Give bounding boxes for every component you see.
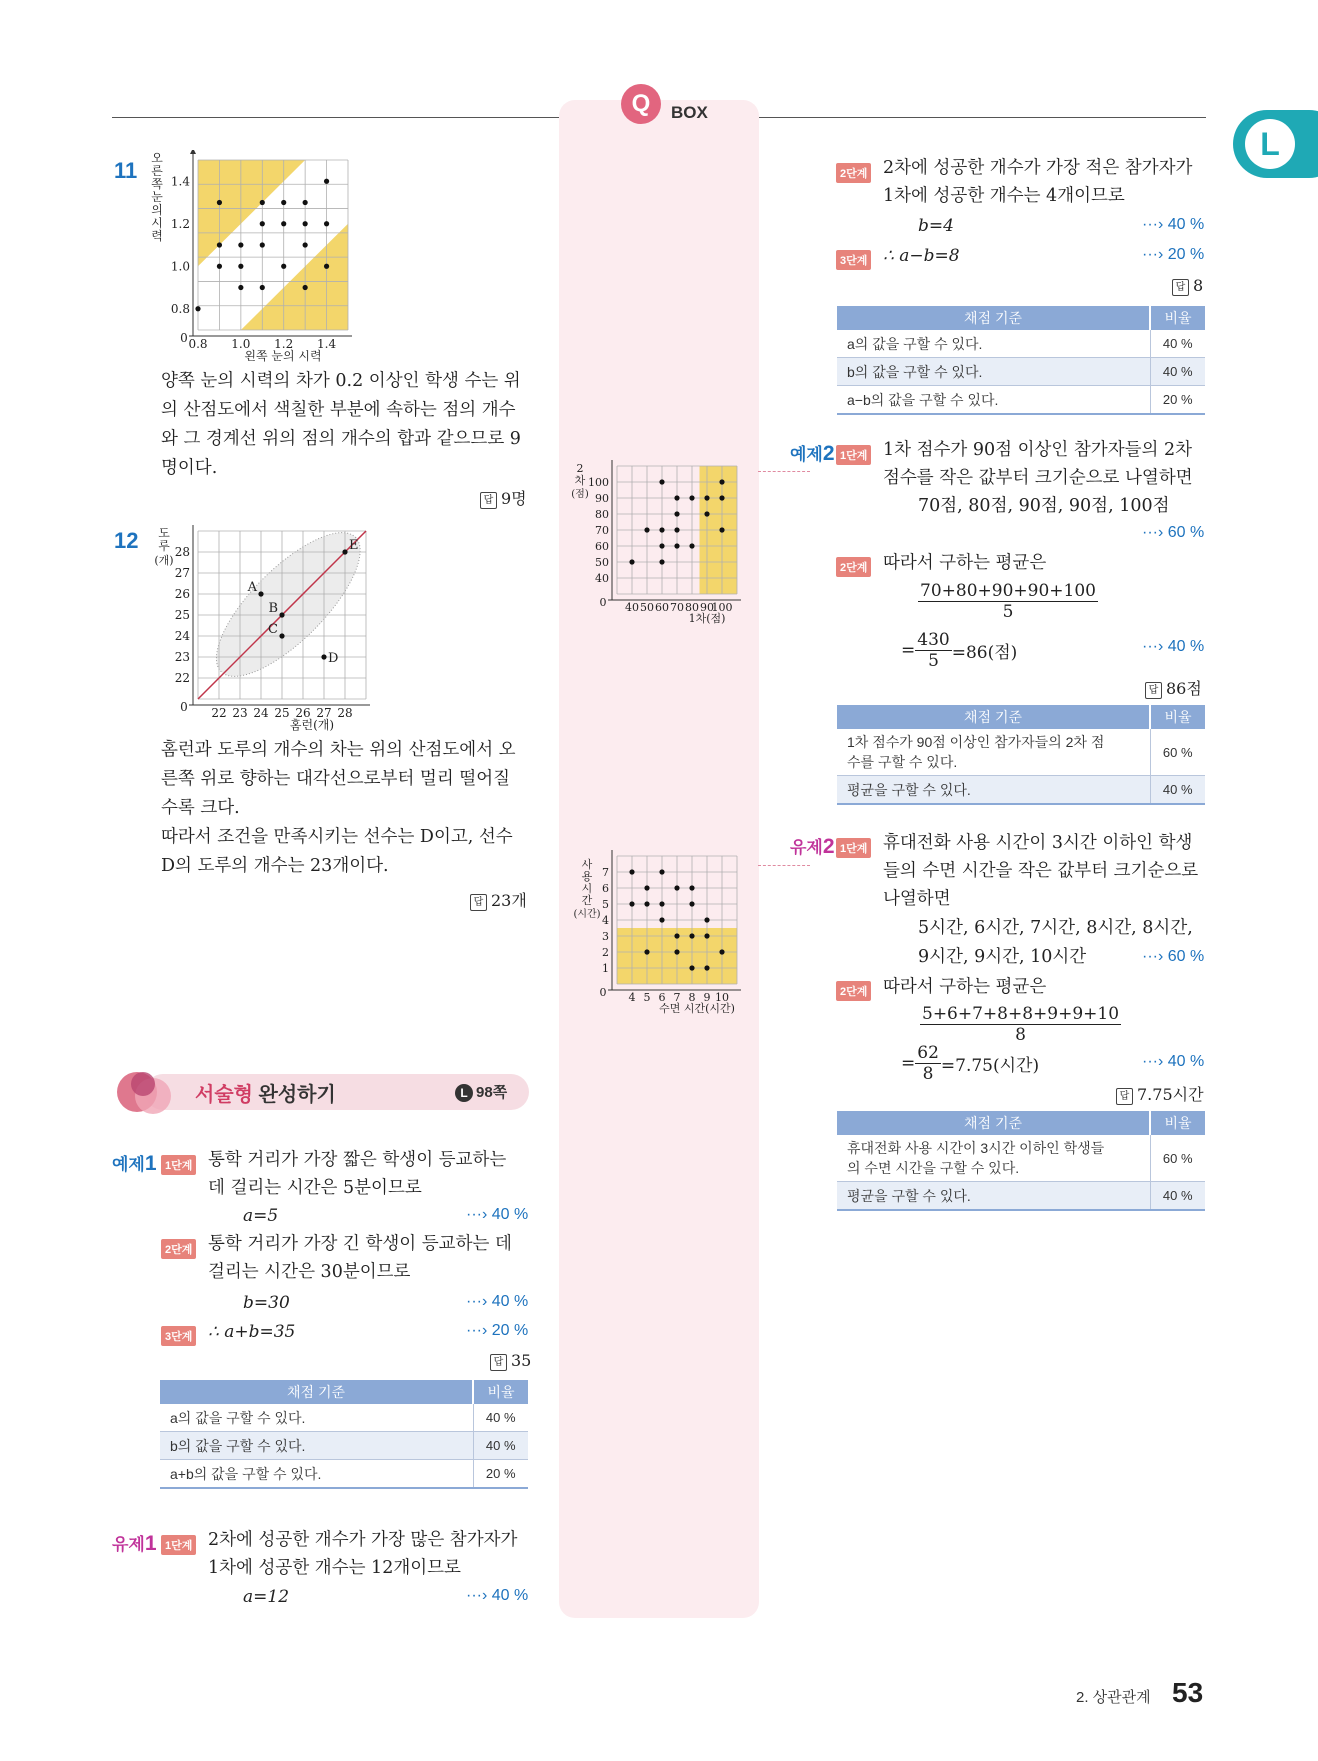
y-tick-label: 24: [174, 629, 190, 644]
y-axis-unit: (시간): [573, 909, 601, 920]
frac-denominator: 8: [922, 1064, 934, 1084]
data-point: [279, 633, 284, 638]
shaded-region: [241, 224, 348, 330]
data-point: [238, 285, 243, 290]
x-tick-label: 1.0: [231, 337, 251, 351]
x-tick-label: 0.8: [188, 337, 208, 351]
y-tick-label: 5: [602, 897, 609, 911]
x-axis-label: 홈런(개): [289, 718, 335, 732]
data-point: [279, 612, 284, 617]
x-tick-label: 27: [316, 706, 332, 720]
point-label: D: [328, 651, 339, 666]
ex2-answer-value: 86점: [1166, 679, 1202, 698]
p11-answer-value: 9명: [501, 489, 527, 508]
ex1-step2-text: 통학 거리가 가장 긴 학생이 등교하는 데 걸리는 시간은 30분이므로: [208, 1234, 512, 1282]
frac-denominator: 5: [928, 651, 939, 671]
y-axis-label-char: 사: [581, 858, 593, 871]
data-point: [674, 949, 679, 954]
origin-label: 0: [180, 331, 188, 345]
x-tick-label: 90: [700, 601, 714, 614]
table-header-ratio: 비율: [1150, 705, 1205, 729]
y-axis-label-char: 도: [158, 526, 170, 540]
data-point: [674, 511, 679, 516]
data-point: [217, 200, 222, 205]
yu1-step3-pct: ···› 20 %: [1142, 246, 1205, 263]
y-axis-label-char: 용: [581, 870, 593, 883]
data-point: [644, 527, 649, 532]
table-cell: 60 %: [1150, 729, 1205, 776]
yu1-step1-text: 2차에 성공한 개수가 가장 많은 참가자가 1차에 성공한 개수는 12개이므로: [208, 1530, 518, 1578]
data-point: [704, 917, 709, 922]
x-tick-label: 100: [711, 601, 733, 614]
y-axis-label-char: 의: [151, 203, 163, 217]
frac-numerator: 70+80+90+90+100: [920, 581, 1096, 601]
table-cell: a의 값을 구할 수 있다.: [837, 330, 1150, 358]
data-point: [260, 221, 265, 226]
data-point: [644, 885, 649, 890]
ex2-connector: [758, 471, 810, 472]
data-point: [238, 264, 243, 269]
ex1-step1-tag: 1단계: [161, 1154, 196, 1175]
origin-label: 0: [599, 596, 607, 609]
yu2-step1-pct: ···› 60 %: [1142, 948, 1205, 965]
table-cell: 1차 점수가 90점 이상인 참가자들의 2차 점 수를 구할 수 있다.: [837, 729, 1150, 776]
p12-answer: [470, 888, 527, 911]
data-point: [704, 965, 709, 970]
frac-numerator: 62: [917, 1043, 939, 1063]
data-point: [303, 242, 308, 247]
yu1-step2-pct: ···› 40 %: [1142, 216, 1205, 233]
section-ref: [455, 1081, 507, 1102]
yu2-grading-table: [837, 1111, 1205, 1211]
origin-label: 0: [599, 986, 607, 999]
problem-12-number: 12: [114, 528, 139, 553]
data-point: [719, 527, 724, 532]
data-point: [689, 933, 694, 938]
y-axis-label-char: 른: [151, 164, 163, 178]
y-tick-label: 2: [602, 945, 609, 959]
y-tick-label: 27: [174, 566, 190, 581]
data-point: [674, 933, 679, 938]
table-header-criteria: 채점 기준: [837, 705, 1150, 729]
data-point: [689, 885, 694, 890]
x-tick-label: 50: [640, 601, 654, 614]
data-point: [281, 221, 286, 226]
x-tick-label: 60: [655, 601, 669, 614]
qbox-label: BOX: [671, 103, 708, 122]
yu2-step1-list1: 5시간, 6시간, 7시간, 8시간, 8시간,: [918, 918, 1193, 938]
p11-explanation: 양쪽 눈의 시력의 차가 0.2 이상인 학생 수는 위 의 산점도에서 색칠한 부분에 속하는 점의 개수 와 그 경계선 위의 점의 개수의 합과 같으므로 9 명이다.: [161, 371, 521, 478]
data-point: [674, 527, 679, 532]
data-point: [629, 559, 634, 564]
table-cell: a의 값을 구할 수 있다.: [160, 1404, 473, 1432]
data-point: [321, 654, 326, 659]
footer-page-number: 53: [1172, 1677, 1204, 1708]
data-point: [324, 179, 329, 184]
x-tick-label: 26: [295, 706, 311, 720]
ref-l-icon: L: [455, 1084, 473, 1102]
y-axis-label-char: 간: [581, 894, 593, 907]
ex1-step3-pct: ···› 20 %: [466, 1322, 529, 1339]
x-tick-label: 1.4: [317, 337, 337, 351]
x-tick-label: 22: [211, 706, 227, 720]
frac-numerator: 430: [917, 630, 950, 650]
data-point: [281, 200, 286, 205]
ex2-scatter-chart: [565, 460, 755, 630]
data-point: [659, 527, 664, 532]
p12-scatter-chart: [150, 525, 380, 735]
table-cell: 휴대전화 사용 시간이 3시간 이하인 학생들 의 수면 시간을 구할 수 있다.: [837, 1135, 1150, 1182]
yu2-answer: [1116, 1082, 1204, 1105]
data-point: [704, 511, 709, 516]
y-tick-label: 60: [595, 539, 609, 553]
section-banner: [115, 1064, 529, 1120]
yu1-answer-value: 8: [1193, 276, 1204, 295]
ex2-grading-table: [837, 705, 1205, 805]
y-tick-label: 90: [595, 491, 609, 505]
answer-mark-icon: 답: [1145, 682, 1162, 699]
data-point: [659, 869, 664, 874]
table-cell: 40 %: [473, 1404, 528, 1432]
table-header-ratio: 비율: [1150, 1111, 1205, 1135]
x-tick-label: 9: [703, 991, 711, 1004]
x-tick-label: 8: [688, 991, 696, 1004]
yu1-step1-pct: ···› 40 %: [466, 1587, 529, 1604]
yu1-step3-eq: ∴ a−b=8: [883, 246, 960, 266]
yu2-step1-list2: 9시간, 9시간, 10시간: [918, 947, 1087, 967]
y-tick-label: 1.4: [170, 174, 190, 189]
y-axis-unit: (점): [571, 489, 589, 500]
y-tick-label: 100: [588, 475, 609, 489]
ex1-step3-eq: ∴ a+b=35: [208, 1322, 296, 1342]
y-tick-label: 3: [602, 929, 609, 943]
y-axis-label-char: 시: [581, 882, 593, 895]
data-point: [659, 559, 664, 564]
yu2-step2-pct: ···› 40 %: [1142, 1053, 1205, 1070]
y-tick-label: 26: [174, 587, 190, 602]
data-point: [689, 495, 694, 500]
ex2-frac2-line: = $\frac{430}{5}$ =86(점): [901, 630, 1018, 671]
y-tick-label: 1.0: [170, 259, 190, 274]
y-tick-label: 23: [174, 650, 190, 665]
ex1-answer: [490, 1351, 531, 1371]
answer-mark-icon: 답: [470, 894, 487, 911]
x-axis-label: 1차(점): [688, 612, 726, 625]
x-tick-label: 7: [673, 991, 681, 1004]
y-tick-label: 22: [174, 671, 190, 686]
table-header-ratio: 비율: [1150, 306, 1205, 330]
data-point: [217, 242, 222, 247]
table-cell: 40 %: [1150, 776, 1205, 805]
data-point: [659, 543, 664, 548]
table-cell: a+b의 값을 구할 수 있다.: [160, 1460, 473, 1489]
yu2-answer-value: 7.75시간: [1137, 1085, 1204, 1104]
ex2-step1-text: 1차 점수가 90점 이상인 참가자들의 2차 점수를 작은 값부터 크기순으로 나열하면: [883, 440, 1193, 488]
ex1-step3-tag: 3단계: [161, 1325, 196, 1346]
data-point: [674, 543, 679, 548]
shaded-region: [198, 160, 305, 266]
yu2-step1-text: 휴대전화 사용 시간이 3시간 이하인 학생 들의 수면 시간을 작은 값부터 크기순으로 나열하면: [883, 833, 1199, 909]
ex2-step1-list: 70점, 80점, 90점, 90점, 100점: [918, 496, 1170, 516]
data-point: [689, 543, 694, 548]
ex2-step2-tag: 2단계: [836, 556, 871, 577]
data-point: [342, 549, 347, 554]
data-point: [659, 479, 664, 484]
point-label: C: [268, 622, 278, 637]
x-tick-label: 70: [670, 601, 684, 614]
ex2-step2-text: 따라서 구하는 평균은: [883, 553, 1047, 573]
table-cell: 40 %: [473, 1432, 528, 1460]
data-point: [659, 917, 664, 922]
table-header-ratio: 비율: [473, 1380, 528, 1404]
ex1-step1-pct: ···› 40 %: [466, 1206, 529, 1223]
table-cell: 40 %: [1150, 358, 1205, 386]
table-header-criteria: 채점 기준: [837, 1111, 1150, 1135]
ex2-answer: [1145, 676, 1202, 699]
x-tick-label: 80: [685, 601, 699, 614]
y-tick-label: 6: [602, 881, 609, 895]
section-title: 서술형 완성하기: [195, 1084, 336, 1106]
ex1-step2-tag: 2단계: [161, 1238, 196, 1259]
yu2-step2-tag: 2단계: [836, 980, 871, 1001]
table-cell: b의 값을 구할 수 있다.: [160, 1432, 473, 1460]
frac-numerator: 5+6+7+8+8+9+9+10: [922, 1004, 1120, 1024]
ex1-answer-value: 35: [511, 1351, 532, 1370]
data-point: [303, 200, 308, 205]
table-header-criteria: 채점 기준: [160, 1380, 473, 1404]
data-point: [719, 479, 724, 484]
y-tick-label: 1.2: [170, 216, 190, 231]
data-point: [719, 949, 724, 954]
p12-explanation: 홈런과 도루의 개수의 차는 위의 산점도에서 오 른쪽 위로 향하는 대각선으로부터 멀리 떨어질 수록 크다. 따라서 조건을 만족시키는 선수는 D이고, 선수 D의 도루의 개수는 23개이다.: [161, 740, 516, 876]
table-cell: 60 %: [1150, 1135, 1205, 1182]
y-tick-label: 40: [595, 571, 609, 585]
ex2-label: 예제2: [790, 442, 835, 465]
yu1-step3-tag: 3단계: [836, 249, 871, 270]
data-point: [704, 933, 709, 938]
p11-answer: [480, 486, 527, 509]
table-cell: 평균을 구할 수 있다.: [837, 1182, 1150, 1211]
section-ref-page: 98쪽: [476, 1084, 508, 1101]
yu1-step2-text: 2차에 성공한 개수가 가장 적은 참가자가 1차에 성공한 개수는 4개이므로: [883, 158, 1193, 206]
chapter-tab-letter: L: [1245, 119, 1295, 169]
ex1-step2-pct: ···› 40 %: [466, 1293, 529, 1310]
data-point: [719, 495, 724, 500]
y-tick-label: 50: [595, 555, 609, 569]
data-point: [303, 221, 308, 226]
ex1-step1-eq: a=5: [243, 1206, 279, 1226]
y-axis-label-char: 쪽: [151, 177, 163, 191]
ex1-grading-table: [160, 1380, 528, 1489]
table-header-criteria: 채점 기준: [837, 306, 1150, 330]
data-point: [324, 264, 329, 269]
y-tick-label: 80: [595, 507, 609, 521]
yu1-step1-eq: a=12: [243, 1587, 290, 1607]
data-point: [644, 949, 649, 954]
y-axis-unit: (개): [154, 554, 174, 567]
answer-mark-icon: 답: [1172, 279, 1189, 296]
yu1-grading-table: [837, 306, 1205, 415]
data-point: [659, 901, 664, 906]
x-tick-label: 23: [232, 706, 248, 720]
y-tick-label: 70: [595, 523, 609, 537]
data-point: [238, 242, 243, 247]
ex1-label: 예제1: [112, 1152, 157, 1175]
data-point: [689, 965, 694, 970]
x-tick-label: 24: [253, 706, 269, 720]
yu2-step2-text: 따라서 구하는 평균은: [883, 977, 1047, 997]
x-tick-label: 6: [658, 991, 666, 1004]
data-point: [644, 901, 649, 906]
x-tick-label: 10: [715, 991, 729, 1004]
y-tick-label: 4: [602, 913, 609, 927]
x-tick-label: 4: [628, 991, 636, 1004]
data-point: [260, 242, 265, 247]
table-cell: 40 %: [1150, 1182, 1205, 1211]
yu1-answer: [1172, 276, 1203, 296]
ex2-step1-tag: 1단계: [836, 444, 871, 465]
yu2-scatter-chart: [565, 850, 755, 1025]
yu2-step1-tag: 1단계: [836, 837, 871, 858]
yu2-frac1: [920, 1004, 1121, 1045]
x-tick-label: 1.2: [274, 337, 294, 351]
y-tick-label: 25: [174, 608, 190, 623]
answer-mark-icon: 답: [1116, 1088, 1133, 1105]
data-point: [258, 591, 263, 596]
y-tick-label: 1: [602, 961, 609, 975]
y-tick-label: 7: [602, 865, 609, 879]
data-point: [260, 285, 265, 290]
data-point: [689, 901, 694, 906]
qbox-q-icon: Q: [621, 84, 661, 124]
point-label: B: [268, 601, 278, 616]
ex2-step1-pct: ···› 60 %: [1142, 524, 1205, 541]
data-point: [704, 495, 709, 500]
yu2-connector: [758, 865, 810, 866]
y-axis-label-char: 2: [576, 462, 584, 475]
origin-label: 0: [180, 700, 188, 714]
p12-answer-value: 23개: [491, 891, 527, 910]
y-axis-label-char: 시: [151, 216, 163, 230]
table-cell: 평균을 구할 수 있다.: [837, 776, 1150, 805]
problem-11-number: 11: [114, 158, 138, 183]
y-axis-label-char: 눈: [151, 190, 163, 204]
table-cell: 20 %: [1150, 386, 1205, 415]
data-point: [324, 221, 329, 226]
data-point: [281, 264, 286, 269]
point-label: E: [349, 538, 359, 553]
frac-denominator: 8: [1015, 1025, 1026, 1045]
ex1-step1-text: 통학 거리가 가장 짧은 학생이 등교하는 데 걸리는 시간은 5분이므로: [208, 1150, 507, 1198]
x-axis-label: 왼쪽 눈의 시력: [244, 349, 322, 363]
table-cell: b의 값을 구할 수 있다.: [837, 358, 1150, 386]
ex1-step2-eq: b=30: [243, 1293, 290, 1313]
y-axis-label-char: 차: [574, 474, 586, 487]
yu1-step2-tag: 2단계: [836, 162, 871, 183]
p11-scatter-chart: [150, 150, 380, 365]
data-point: [629, 901, 634, 906]
x-tick-label: 5: [643, 991, 651, 1004]
data-point: [260, 200, 265, 205]
yu2-frac2-line: = $\frac{62}{8}$ =7.75(시간): [901, 1043, 1040, 1084]
table-cell: 20 %: [473, 1460, 528, 1489]
data-point: [303, 285, 308, 290]
y-tick-label: 28: [174, 545, 190, 560]
data-point: [629, 869, 634, 874]
yu1-label: 유제1: [112, 1532, 157, 1555]
data-point: [674, 885, 679, 890]
y-tick-label: 0.8: [170, 301, 190, 316]
frac-denominator: 5: [1002, 602, 1014, 622]
answer-mark-icon: 답: [490, 1354, 507, 1371]
point-label: A: [247, 580, 257, 595]
ex2-step2-pct: ···› 40 %: [1142, 638, 1205, 655]
table-cell: a−b의 값을 구할 수 있다.: [837, 386, 1150, 415]
y-axis-label-char: 오: [151, 151, 163, 165]
yu1-step2-eq: b=4: [918, 216, 954, 236]
x-tick-label: 40: [625, 601, 639, 614]
data-point: [674, 495, 679, 500]
y-axis-label-char: 력: [151, 229, 163, 243]
data-point: [217, 264, 222, 269]
answer-mark-icon: 답: [480, 492, 497, 509]
table-cell: 40 %: [1150, 330, 1205, 358]
x-tick-label: 28: [337, 706, 353, 720]
y-axis-arrow: [190, 150, 196, 154]
y-axis-label-char: 루: [158, 539, 170, 553]
x-axis-label: 수면 시간(시간): [659, 1002, 735, 1015]
x-tick-label: 25: [274, 706, 290, 720]
ex2-frac1: [918, 581, 1098, 622]
footer-chapter: 2. 상관관계: [1076, 1689, 1151, 1706]
yu2-label: 유제2: [790, 835, 835, 858]
data-point: [195, 306, 200, 311]
yu1-step1-tag: 1단계: [161, 1534, 196, 1555]
